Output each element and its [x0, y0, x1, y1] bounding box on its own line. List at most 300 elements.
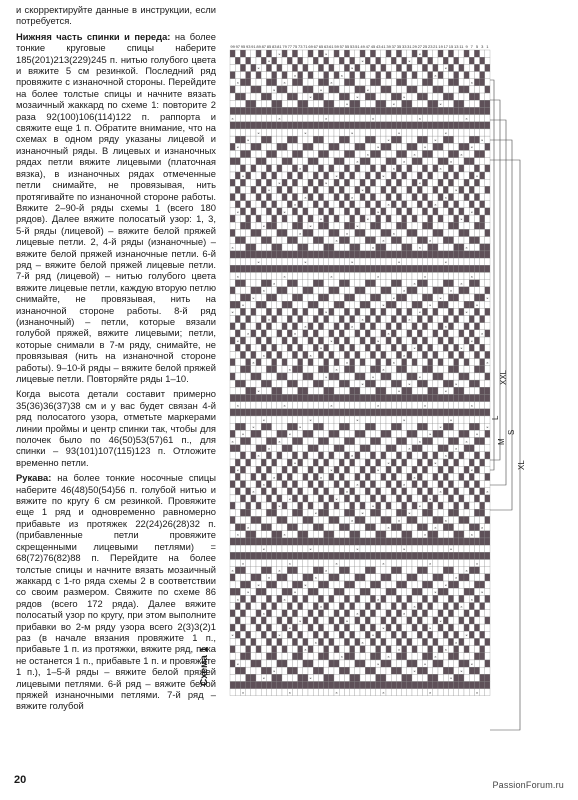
- chart-cell: [469, 545, 474, 552]
- chart-cell: [422, 323, 427, 330]
- chart-cell: [318, 79, 323, 86]
- chart-cell: [454, 201, 459, 208]
- chart-cell: [485, 430, 490, 437]
- chart-cell: [381, 100, 386, 107]
- chart-cell: [464, 100, 469, 107]
- chart-cell: [272, 366, 277, 373]
- chart-cell: [298, 201, 303, 208]
- chart-cell: [422, 50, 427, 57]
- chart-cell: [308, 581, 313, 588]
- chart-cell: [277, 409, 282, 416]
- chart-cell: [370, 552, 375, 559]
- chart-cell: [391, 86, 396, 93]
- chart-cell: [230, 545, 235, 552]
- chart-cell: [433, 359, 438, 366]
- chart-cell: [433, 158, 438, 165]
- chart-cell: [230, 330, 235, 337]
- chart-cell: [240, 660, 245, 667]
- chart-cell: [443, 423, 448, 430]
- chart-cell: [344, 330, 349, 337]
- chart-cell: [417, 158, 422, 165]
- chart-cell: [438, 136, 443, 143]
- chart-cell: [230, 294, 235, 301]
- chart-cell: [469, 330, 474, 337]
- chart-cell: [480, 646, 485, 653]
- chart-cell: [339, 150, 344, 157]
- chart-cell: [344, 265, 349, 272]
- chart-cell: [256, 93, 261, 100]
- chart-cell: [438, 258, 443, 265]
- chart-cell: [480, 201, 485, 208]
- chart-cell: [344, 624, 349, 631]
- chart-cell: [350, 222, 355, 229]
- chart-cell: [287, 86, 292, 93]
- chart-cell: [303, 481, 308, 488]
- chart-cell: [298, 394, 303, 401]
- chart-cell: [350, 674, 355, 681]
- chart-cell: [277, 660, 282, 667]
- chart-cell: [448, 516, 453, 523]
- chart-cell: [355, 359, 360, 366]
- chart-cell: [428, 194, 433, 201]
- slip-stitch-mark: ×: [449, 288, 453, 294]
- chart-cell: [230, 588, 235, 595]
- chart-cell: [277, 86, 282, 93]
- chart-cell: [469, 64, 474, 71]
- chart-cell: [454, 402, 459, 409]
- chart-cell: [464, 646, 469, 653]
- chart-cell: [303, 57, 308, 64]
- chart-cell: [230, 301, 235, 308]
- chart-cell: [459, 588, 464, 595]
- chart-cell: [318, 567, 323, 574]
- chart-cell: [261, 402, 266, 409]
- chart-cell: [313, 294, 318, 301]
- chart-cell: [381, 79, 386, 86]
- chart-cell: [412, 617, 417, 624]
- chart-cell: [474, 595, 479, 602]
- chart-cell: [329, 516, 334, 523]
- chart-cell: [454, 394, 459, 401]
- chart-cell: [443, 531, 448, 538]
- chart-cell: [443, 330, 448, 337]
- slip-stitch-mark: ×: [330, 273, 333, 279]
- chart-cell: [230, 581, 235, 588]
- chart-cell: [324, 681, 329, 688]
- chart-cell: [318, 64, 323, 71]
- chart-cell: [417, 215, 422, 222]
- chart-cell: [469, 323, 474, 330]
- chart-cell: [235, 567, 240, 574]
- chart-cell: [443, 394, 448, 401]
- chart-cell: [355, 380, 360, 387]
- chart-cell: [350, 280, 355, 287]
- chart-cell: [407, 387, 412, 394]
- chart-cell: [235, 50, 240, 57]
- chart-cell: [391, 244, 396, 251]
- chart-cell: [313, 258, 318, 265]
- chart-cell: [246, 387, 251, 394]
- chart-cell: [308, 531, 313, 538]
- chart-cell: [266, 459, 271, 466]
- slip-stitch-mark: ×: [356, 94, 359, 100]
- chart-cell: [261, 430, 266, 437]
- chart-cell: [433, 143, 438, 150]
- chart-cell: [256, 531, 261, 538]
- chart-cell: [360, 488, 365, 495]
- chart-cell: [480, 581, 485, 588]
- chart-cell: [443, 552, 448, 559]
- chart-cell: [376, 538, 381, 545]
- chart-cell: [272, 624, 277, 631]
- chart-cell: [339, 588, 344, 595]
- chart-cell: [334, 344, 339, 351]
- chart-cell: [308, 595, 313, 602]
- chart-cell: [334, 624, 339, 631]
- chart-cell: [246, 646, 251, 653]
- chart-cell: [459, 380, 464, 387]
- chart-cell: [464, 373, 469, 380]
- chart-cell: [230, 129, 235, 136]
- chart-cell: [370, 509, 375, 516]
- chart-cell: [261, 380, 266, 387]
- chart-cell: [230, 93, 235, 100]
- chart-cell: [381, 229, 386, 236]
- chart-cell: [485, 287, 490, 294]
- chart-cell: [344, 150, 349, 157]
- slip-stitch-mark: ×: [377, 661, 380, 667]
- chart-cell: [438, 394, 443, 401]
- chart-cell: [474, 129, 479, 136]
- chart-cell: [308, 150, 313, 157]
- chart-cell: [303, 588, 308, 595]
- column-number: 55: [344, 44, 350, 49]
- chart-cell: [474, 287, 479, 294]
- chart-cell: [344, 366, 349, 373]
- chart-cell: [417, 86, 422, 93]
- slip-stitch-mark: ×: [392, 295, 395, 301]
- chart-cell: [360, 689, 365, 696]
- chart-cell: [324, 366, 329, 373]
- chart-cell: [339, 165, 344, 172]
- chart-cell: [313, 524, 318, 531]
- chart-cell: [438, 387, 443, 394]
- chart-cell: [365, 667, 370, 674]
- chart-cell: [256, 574, 261, 581]
- chart-cell: [485, 172, 490, 179]
- chart-cell: [474, 244, 479, 251]
- chart-cell: [256, 660, 261, 667]
- chart-cell: [303, 495, 308, 502]
- chart-cell: [256, 430, 261, 437]
- chart-cell: [329, 416, 334, 423]
- chart-cell: [303, 538, 308, 545]
- chart-cell: [344, 57, 349, 64]
- slip-stitch-mark: ×: [335, 690, 338, 696]
- chart-cell: [396, 488, 401, 495]
- chart-cell: [402, 316, 407, 323]
- chart-cell: [370, 86, 375, 93]
- chart-cell: [469, 452, 474, 459]
- chart-cell: [303, 567, 308, 574]
- slip-stitch-mark: ×: [356, 481, 359, 487]
- chart-cell: [344, 638, 349, 645]
- slip-stitch-mark: ×: [252, 359, 255, 365]
- chart-cell: [256, 423, 261, 430]
- chart-cell: [469, 308, 474, 315]
- chart-cell: [272, 93, 277, 100]
- chart-cell: [438, 366, 443, 373]
- chart-cell: [246, 165, 251, 172]
- chart-cell: [402, 280, 407, 287]
- slip-stitch-mark: ×: [377, 209, 380, 215]
- chart-cell: [230, 265, 235, 272]
- chart-cell: [329, 438, 334, 445]
- chart-cell: [448, 150, 453, 157]
- column-number: 85: [266, 44, 272, 49]
- chart-cell: [308, 186, 313, 193]
- chart-cell: [287, 229, 292, 236]
- chart-cell: [251, 524, 256, 531]
- chart-cell: [235, 280, 240, 287]
- chart-cell: [313, 588, 318, 595]
- chart-cell: [277, 473, 282, 480]
- chart-cell: [287, 72, 292, 79]
- chart-cell: [251, 646, 256, 653]
- chart-cell: [261, 237, 266, 244]
- chart-cell: [402, 459, 407, 466]
- chart-cell: [454, 502, 459, 509]
- chart-cell: [474, 466, 479, 473]
- chart-cell: [251, 172, 256, 179]
- chart-cell: [422, 567, 427, 574]
- chart-cell: [251, 438, 256, 445]
- chart-cell: [287, 79, 292, 86]
- chart-cell: [277, 265, 282, 272]
- chart-cell: [443, 502, 448, 509]
- chart-cell: [469, 258, 474, 265]
- chart-cell: [251, 272, 256, 279]
- chart-cell: [360, 366, 365, 373]
- chart-cell: [240, 86, 245, 93]
- slip-stitch-mark: ×: [356, 159, 359, 165]
- chart-cell: [360, 100, 365, 107]
- chart-cell: [272, 481, 277, 488]
- chart-cell: [251, 50, 256, 57]
- chart-cell: [287, 107, 292, 114]
- slip-stitch-mark: ×: [382, 625, 385, 631]
- chart-cell: [324, 617, 329, 624]
- chart-cell: [324, 107, 329, 114]
- chart-cell: [407, 330, 412, 337]
- chart-cell: [464, 323, 469, 330]
- chart-cell: [365, 50, 370, 57]
- chart-cell: [396, 689, 401, 696]
- chart-cell: [464, 445, 469, 452]
- slip-stitch-mark: ×: [330, 403, 333, 409]
- chart-cell: [443, 359, 448, 366]
- chart-cell: [474, 452, 479, 459]
- chart-cell: [412, 122, 417, 129]
- slip-stitch-mark: ×: [382, 690, 385, 696]
- chart-cell: [324, 531, 329, 538]
- slip-stitch-mark: ×: [449, 675, 453, 681]
- chart-cell: [365, 394, 370, 401]
- chart-cell: [360, 323, 365, 330]
- slip-stitch-mark: ×: [382, 560, 385, 566]
- chart-cell: [454, 567, 459, 574]
- chart-cell: [308, 323, 313, 330]
- chart-cell: [334, 244, 339, 251]
- chart-cell: [329, 617, 334, 624]
- slip-stitch-mark: ×: [439, 424, 442, 430]
- chart-cell: [344, 179, 349, 186]
- slip-stitch-mark: ×: [460, 216, 463, 222]
- chart-cell: [339, 466, 344, 473]
- chart-cell: [313, 610, 318, 617]
- column-number: 11: [459, 44, 464, 49]
- chart-cell: [277, 129, 282, 136]
- chart-cell: [474, 481, 479, 488]
- chart-cell: [261, 423, 266, 430]
- chart-cell: [282, 57, 287, 64]
- chart-cell: [391, 136, 396, 143]
- chart-cell: [298, 689, 303, 696]
- chart-cell: [287, 610, 292, 617]
- chart-cell: [256, 150, 261, 157]
- chart-cell: [355, 265, 360, 272]
- chart-cell: [266, 301, 271, 308]
- chart-cell: [485, 330, 490, 337]
- chart-cell: [350, 229, 355, 236]
- chart-cell: [428, 165, 433, 172]
- chart-cell: [350, 660, 355, 667]
- chart-cell: [324, 524, 329, 531]
- chart-cell: [370, 316, 375, 323]
- chart-cell: [334, 502, 339, 509]
- chart-cell: [464, 301, 469, 308]
- chart-cell: [370, 624, 375, 631]
- chart-cell: [329, 129, 334, 136]
- chart-cell: [480, 316, 485, 323]
- chart-cell: [308, 57, 313, 64]
- chart-cell: [464, 502, 469, 509]
- chart-cell: [407, 229, 412, 236]
- chart-cell: [235, 689, 240, 696]
- chart-cell: [230, 380, 235, 387]
- chart-cell: [298, 186, 303, 193]
- chart-cell: [386, 531, 391, 538]
- chart-cell: [272, 394, 277, 401]
- chart-cell: [261, 502, 266, 509]
- chart-cell: [240, 359, 245, 366]
- chart-cell: [292, 495, 297, 502]
- chart-cell: [360, 229, 365, 236]
- chart-cell: [313, 538, 318, 545]
- chart-cell: [324, 538, 329, 545]
- chart-cell: [428, 538, 433, 545]
- chart-cell: [391, 603, 396, 610]
- chart-cell: [256, 215, 261, 222]
- chart-cell: [292, 624, 297, 631]
- chart-cell: [485, 72, 490, 79]
- chart-cell: [303, 344, 308, 351]
- chart-cell: [407, 308, 412, 315]
- chart-cell: [246, 430, 251, 437]
- chart-cell: [376, 603, 381, 610]
- chart-cell: [266, 308, 271, 315]
- chart-cell: [287, 488, 292, 495]
- chart-cell: [428, 172, 433, 179]
- chart-cell: [360, 251, 365, 258]
- chart-cell: [246, 603, 251, 610]
- chart-cell: [459, 631, 464, 638]
- chart-cell: [370, 186, 375, 193]
- chart-cell: [318, 538, 323, 545]
- chart-cell: [251, 344, 256, 351]
- chart-cell: [469, 50, 474, 57]
- chart-cell: [396, 681, 401, 688]
- chart-cell: [240, 409, 245, 416]
- chart-cell: [443, 294, 448, 301]
- chart-cell: [438, 538, 443, 545]
- chart-cell: [485, 208, 490, 215]
- slip-stitch-mark: ×: [470, 209, 473, 215]
- chart-cell: [298, 624, 303, 631]
- chart-cell: [251, 689, 256, 696]
- chart-cell: [251, 387, 256, 394]
- chart-cell: [464, 294, 469, 301]
- chart-cell: [334, 158, 339, 165]
- chart-cell: [381, 272, 386, 279]
- chart-cell: [474, 660, 479, 667]
- chart-cell: [376, 165, 381, 172]
- chart-cell: [365, 359, 370, 366]
- chart-cell: [396, 624, 401, 631]
- chart-cell: [350, 473, 355, 480]
- chart-cell: [308, 229, 313, 236]
- chart-cell: [303, 265, 308, 272]
- chart-cell: [480, 495, 485, 502]
- slip-stitch-mark: ×: [262, 417, 265, 423]
- chart-cell: [396, 222, 401, 229]
- chart-cell: [422, 165, 427, 172]
- chart-cell: [485, 100, 490, 107]
- chart-cell: [412, 624, 417, 631]
- chart-cell: [438, 359, 443, 366]
- chart-cell: [454, 689, 459, 696]
- chart-cell: [396, 559, 401, 566]
- chart-cell: [370, 402, 375, 409]
- chart-cell: [334, 438, 339, 445]
- chart-cell: [391, 150, 396, 157]
- chart-cell: [266, 524, 271, 531]
- chart-cell: [292, 638, 297, 645]
- chart-cell: [454, 287, 459, 294]
- chart-cell: [412, 646, 417, 653]
- slip-stitch-mark: ×: [444, 453, 447, 459]
- chart-cell: [355, 624, 360, 631]
- slip-stitch-mark: ×: [460, 603, 463, 609]
- chart-cell: [422, 423, 427, 430]
- chart-cell: [355, 538, 360, 545]
- chart-cell: [282, 552, 287, 559]
- chart-cell: [251, 516, 256, 523]
- chart-cell: [334, 222, 339, 229]
- chart-cell: [376, 64, 381, 71]
- chart-cell: [480, 265, 485, 272]
- chart-cell: [386, 610, 391, 617]
